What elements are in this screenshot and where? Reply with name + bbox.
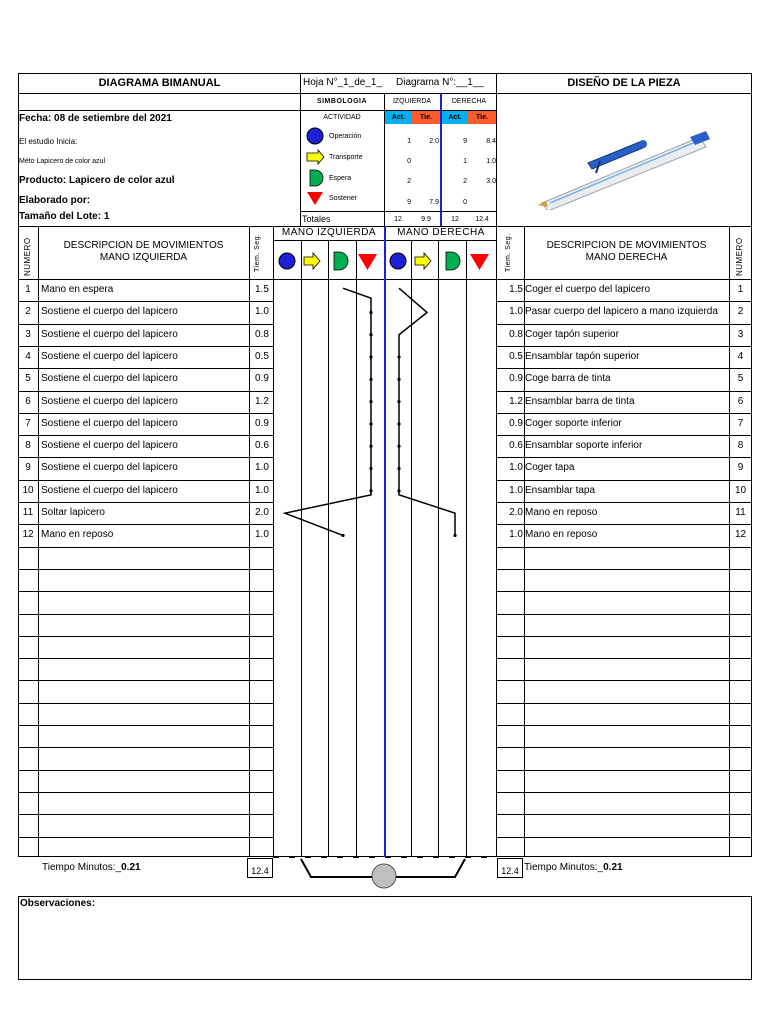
tiem-header-left: Tiem. Seg. — [254, 233, 261, 272]
flow-lines — [273, 226, 497, 886]
row-time-left: 1.0 — [255, 462, 269, 473]
row-line-right — [496, 614, 752, 615]
row-line-left — [18, 814, 274, 815]
observaciones-box — [18, 896, 752, 980]
row-number-left: 9 — [25, 462, 31, 473]
row-line-right — [496, 368, 752, 369]
row-desc-left: Sostiene el cuerpo del lapicero — [41, 462, 178, 473]
elaborado: Elaborado por: — [19, 195, 91, 206]
row-line-left — [18, 636, 274, 637]
row-desc-right: Pasar cuerpo del lapicero a mano izquierda — [525, 306, 718, 317]
derecha-label: DERECHA — [451, 98, 487, 105]
row-line-right — [496, 524, 752, 525]
row-line-right — [496, 792, 752, 793]
row-time-left: 2.0 — [255, 507, 269, 518]
mano-izquierda-header: MANO IZQUIERDA — [281, 227, 377, 238]
row-line-left — [18, 591, 274, 592]
legend-espera: Espera — [329, 175, 352, 182]
design-title: DISEÑO DE LA PIEZA — [567, 77, 681, 89]
row-number-right: 12 — [734, 529, 747, 540]
row-desc-left: Sostiene el cuerpo del lapicero — [41, 329, 178, 340]
tot-iz-act: 12 — [394, 216, 402, 223]
row-line-right — [496, 391, 752, 392]
row-desc-right: Coger soporte inferior — [525, 418, 622, 429]
legend-transporte: Transporte — [329, 154, 363, 161]
row-line-left — [18, 346, 274, 347]
row-line-left — [18, 747, 274, 748]
row-number-left: 12 — [22, 529, 34, 540]
row-desc-right: Coge barra de tinta — [525, 373, 611, 384]
tiem-header-right: Tiem. Seg. — [505, 233, 512, 272]
producto: Producto: Lapicero de color azul — [19, 175, 175, 186]
tot-de-tie: 12.4 — [475, 216, 489, 223]
es-de-act: 2 — [463, 178, 467, 185]
tie-label-left: Tie. — [420, 114, 432, 121]
row-line-right — [496, 636, 752, 637]
row-time-right: 1.2 — [509, 396, 523, 407]
row-number-left: 8 — [25, 440, 31, 451]
totales-label: Totales — [302, 214, 331, 224]
row-line-left — [18, 614, 274, 615]
row-time-right: 0.5 — [509, 351, 523, 362]
row-desc-right: Coger el cuerpo del lapicero — [525, 284, 651, 295]
row-line-left — [18, 457, 274, 458]
row-time-right: 2.0 — [509, 507, 523, 518]
flow-point — [369, 422, 372, 425]
footer-drawing — [273, 857, 497, 897]
row-time-right: 0.9 — [509, 418, 523, 429]
op-iz-act: 1 — [407, 138, 411, 145]
row-number-right: 8 — [737, 440, 744, 451]
total-left: 12.4 — [251, 866, 269, 876]
row-number-left: 3 — [25, 329, 31, 340]
row-number-right: 7 — [737, 418, 744, 429]
pen-barrel-icon — [538, 131, 710, 210]
numero-header-right: NUMERO — [735, 237, 744, 276]
right-table — [496, 226, 752, 857]
flow-point — [341, 534, 344, 537]
flow-path — [399, 288, 455, 535]
row-line-right — [496, 547, 752, 548]
row-line-right — [496, 457, 752, 458]
row-time-right: 1.0 — [509, 306, 523, 317]
row-line-left — [18, 725, 274, 726]
row-line-right — [496, 435, 752, 436]
row-time-right: 0.9 — [509, 373, 523, 384]
so-iz-tie: 7.9 — [429, 199, 439, 206]
row-number-right: 5 — [737, 373, 744, 384]
row-number-right: 4 — [737, 351, 744, 362]
row-number-right: 3 — [737, 329, 744, 340]
page-title: DIAGRAMA BIMANUAL — [98, 77, 221, 89]
row-line-left — [18, 837, 274, 838]
mano-derecha-header: MANO DERECHA — [397, 227, 485, 238]
row-number-left: 2 — [25, 306, 31, 317]
row-line-right — [496, 725, 752, 726]
row-line-left — [18, 301, 274, 302]
row-line-right — [496, 680, 752, 681]
metodo: Méto Lapicero de color azul — [19, 158, 105, 165]
flow-point — [369, 400, 372, 403]
hold-triangle-icon — [307, 192, 323, 205]
row-desc-left: Sostiene el cuerpo del lapicero — [41, 351, 178, 362]
row-desc-right: Ensamblar tapa — [525, 485, 596, 496]
row-number-right: 2 — [737, 306, 744, 317]
flow-path — [285, 288, 371, 535]
row-desc-left: Mano en espera — [41, 284, 114, 295]
hoja-label: Hoja N°_1_de_1_ — [303, 77, 383, 88]
op-de-act: 9 — [463, 138, 467, 145]
actividad-label: ACTIVIDAD — [323, 114, 361, 121]
diagrama-label: Diagrama N°:__1__ — [396, 77, 484, 88]
row-desc-left: Sostiene el cuerpo del lapicero — [41, 485, 178, 496]
row-number-left: 10 — [22, 485, 34, 496]
row-line-right — [496, 346, 752, 347]
desc-header-right-2: MANO DERECHA — [585, 252, 668, 263]
row-line-right — [496, 770, 752, 771]
reference-circle-icon — [372, 864, 396, 888]
tiempo-right: Tiempo Minutos:_0.21 — [524, 862, 623, 873]
row-desc-left: Sostiene el cuerpo del lapicero — [41, 306, 178, 317]
flow-point — [397, 489, 400, 492]
wait-d-icon — [310, 170, 323, 186]
row-line-right — [496, 591, 752, 592]
row-line-right — [496, 301, 752, 302]
row-desc-left: Soltar lapicero — [41, 507, 105, 518]
numero-header-left: NUMERO — [23, 237, 32, 276]
desc-header-right-1: DESCRIPCION DE MOVIMIENTOS — [546, 240, 707, 251]
row-time-left: 1.0 — [255, 485, 269, 496]
flow-point — [369, 355, 372, 358]
row-desc-left: Sostiene el cuerpo del lapicero — [41, 418, 178, 429]
row-line-right — [496, 502, 752, 503]
op-de-tie: 8.4 — [486, 138, 496, 145]
row-line-left — [18, 324, 274, 325]
row-time-left: 0.5 — [255, 351, 269, 362]
row-line-left — [18, 413, 274, 414]
row-desc-left: Sostiene el cuerpo del lapicero — [41, 440, 178, 451]
flow-point — [397, 422, 400, 425]
act-label-left: Act. — [391, 114, 406, 121]
transport-arrow-icon — [307, 150, 324, 164]
row-time-left: 1.5 — [255, 284, 269, 295]
row-line-left — [18, 658, 274, 659]
row-desc-right: Mano en reposo — [525, 529, 598, 540]
tot-de-act: 12 — [451, 216, 459, 223]
legend-sostener: Sostener — [329, 195, 358, 202]
row-line-right — [496, 569, 752, 570]
flow-point — [369, 333, 372, 336]
row-time-left: 1.0 — [255, 529, 269, 540]
row-line-left — [18, 524, 274, 525]
flow-point — [397, 445, 400, 448]
flow-point — [369, 311, 372, 314]
row-line-left — [18, 569, 274, 570]
act-label-right: Act. — [448, 114, 462, 121]
izquierda-label: IZQUIERDA — [392, 98, 432, 105]
row-line-right — [496, 480, 752, 481]
row-number-left: 7 — [25, 418, 31, 429]
row-line-right — [496, 324, 752, 325]
row-time-left: 0.6 — [255, 440, 269, 451]
row-time-right: 0.6 — [509, 440, 523, 451]
row-time-right: 1.0 — [509, 485, 523, 496]
total-right: 12.4 — [501, 866, 519, 876]
tr-iz-act: 0 — [407, 158, 411, 165]
row-line-right — [496, 413, 752, 414]
so-de-act: 0 — [463, 199, 467, 206]
tr-de-tie: 1.0 — [486, 158, 496, 165]
es-iz-act: 2 — [407, 178, 411, 185]
row-time-left: 0.9 — [255, 418, 269, 429]
so-iz-act: 9 — [407, 199, 411, 206]
row-number-left: 4 — [25, 351, 31, 362]
row-number-left: 1 — [25, 284, 31, 295]
tr-de-act: 1 — [463, 158, 467, 165]
row-number-right: 9 — [737, 462, 744, 473]
row-line-right — [496, 814, 752, 815]
simbologia-title: SIMBOLOGIA — [316, 98, 368, 105]
operation-circle-icon — [307, 128, 323, 144]
flow-point — [369, 467, 372, 470]
observaciones-label: Observaciones: — [20, 898, 96, 909]
row-time-right: 0.8 — [509, 329, 523, 340]
row-time-left: 1.2 — [255, 396, 269, 407]
row-line-left — [18, 368, 274, 369]
row-line-right — [496, 658, 752, 659]
estudio: El estudio Inicia: — [19, 137, 78, 146]
row-number-right: 10 — [734, 485, 747, 496]
desc-header-left-2: MANO IZQUIERDA — [99, 252, 188, 263]
row-number-right: 11 — [735, 507, 746, 518]
row-number-left: 6 — [25, 396, 31, 407]
row-line-left — [18, 703, 274, 704]
row-desc-right: Ensamblar barra de tinta — [525, 396, 635, 407]
flow-point — [397, 467, 400, 470]
tie-label-right: Tie. — [476, 114, 488, 121]
flow-point — [369, 445, 372, 448]
row-number-right: 1 — [737, 284, 744, 295]
row-line-left — [18, 502, 274, 503]
row-line-right — [496, 703, 752, 704]
pen-image — [530, 125, 720, 210]
row-desc-right: Ensamblar soporte inferior — [525, 440, 643, 451]
row-desc-left: Sostiene el cuerpo del lapicero — [41, 373, 178, 384]
tot-iz-tie: 9.9 — [421, 216, 431, 223]
row-line-right — [496, 837, 752, 838]
row-line-left — [18, 391, 274, 392]
row-desc-right: Ensamblar tapón superior — [525, 351, 640, 362]
row-desc-left: Sostiene el cuerpo del lapicero — [41, 396, 178, 407]
row-number-left: 11 — [22, 507, 34, 518]
row-line-left — [18, 480, 274, 481]
flow-point — [369, 489, 372, 492]
lote: Tamaño del Lote: 1 — [19, 211, 110, 222]
row-time-left: 0.9 — [255, 373, 269, 384]
flow-point — [397, 400, 400, 403]
es-de-tie: 3.0 — [486, 178, 496, 185]
row-line-left — [18, 680, 274, 681]
row-number-left: 5 — [25, 373, 31, 384]
left-table — [18, 226, 274, 857]
row-time-left: 0.8 — [255, 329, 269, 340]
row-time-right: 1.0 — [509, 462, 523, 473]
tiempo-left: Tiempo Minutos:_0.21 — [42, 862, 141, 873]
flow-point — [397, 378, 400, 381]
row-line-left — [18, 770, 274, 771]
row-line-right — [496, 747, 752, 748]
fecha: Fecha: 08 de setiembre del 2021 — [19, 113, 172, 124]
op-iz-tie: 2.0 — [429, 138, 439, 145]
row-time-right: 1.5 — [509, 284, 523, 295]
flow-point — [369, 378, 372, 381]
row-desc-left: Mano en reposo — [41, 529, 114, 540]
legend-operacion: Operación — [329, 133, 362, 140]
row-desc-right: Mano en reposo — [525, 507, 598, 518]
row-time-left: 1.0 — [255, 306, 269, 317]
desc-header-left-1: DESCRIPCION DE MOVIMIENTOS — [63, 240, 224, 251]
row-time-right: 1.0 — [509, 529, 523, 540]
row-number-right: 6 — [737, 396, 744, 407]
flow-point — [453, 534, 456, 537]
row-desc-right: Coger tapón superior — [525, 329, 619, 340]
row-line-left — [18, 547, 274, 548]
row-desc-right: Coger tapa — [525, 462, 575, 473]
row-line-left — [18, 435, 274, 436]
row-line-left — [18, 792, 274, 793]
flow-point — [397, 355, 400, 358]
